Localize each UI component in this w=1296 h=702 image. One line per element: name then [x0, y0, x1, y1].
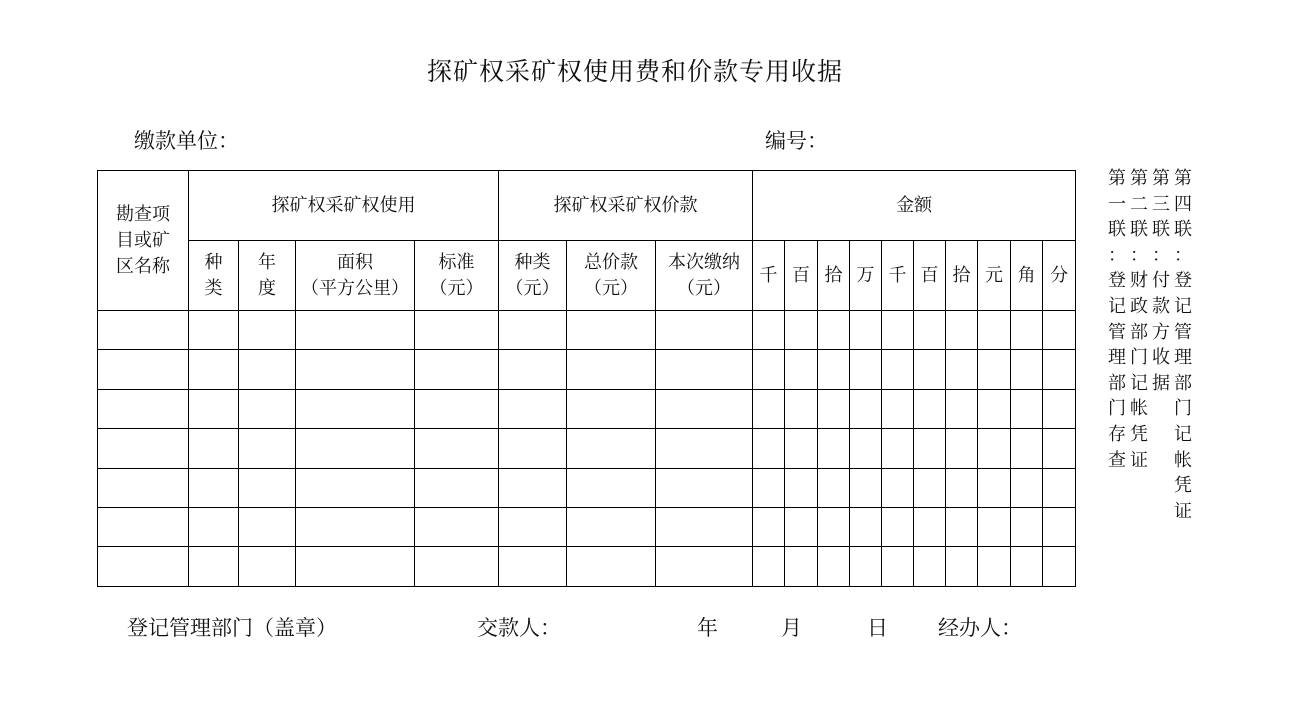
- digit-header: 千: [753, 241, 785, 311]
- empty-cell[interactable]: [296, 311, 415, 350]
- usage-area-header: 面积 （平方公里）: [296, 241, 415, 311]
- empty-cell[interactable]: [1011, 507, 1043, 546]
- empty-cell[interactable]: [818, 507, 850, 546]
- payer-label: 交款人：: [477, 616, 561, 640]
- empty-cell[interactable]: [239, 311, 296, 350]
- copy-note-column: [1172, 166, 1194, 524]
- empty-cell[interactable]: [567, 468, 656, 507]
- copy-note-char: 记: [1174, 295, 1192, 317]
- empty-cell[interactable]: [785, 429, 818, 468]
- empty-cell[interactable]: [239, 429, 296, 468]
- empty-cell[interactable]: [946, 429, 978, 468]
- empty-cell[interactable]: [189, 429, 239, 468]
- empty-cell[interactable]: [296, 468, 415, 507]
- empty-cell[interactable]: [296, 547, 415, 586]
- copy-note-char: 记: [1130, 372, 1148, 394]
- empty-cell[interactable]: [785, 350, 818, 389]
- copy-note-char: 存: [1108, 423, 1126, 445]
- empty-cell[interactable]: [415, 547, 499, 586]
- empty-cell[interactable]: [499, 507, 567, 546]
- empty-cell[interactable]: [415, 507, 499, 546]
- empty-cell[interactable]: [978, 429, 1011, 468]
- copy-note-char: 联: [1152, 219, 1170, 241]
- empty-cell[interactable]: [850, 350, 882, 389]
- digit-header: 万: [850, 241, 882, 311]
- copy-note-char: 门: [1174, 398, 1192, 420]
- copy-note-char: 第: [1152, 168, 1170, 189]
- empty-cell[interactable]: [98, 468, 189, 507]
- empty-cell[interactable]: [239, 389, 296, 428]
- empty-cell[interactable]: [567, 311, 656, 350]
- copy-note-char: 管: [1108, 321, 1126, 343]
- copy-note-char: 凭: [1130, 423, 1148, 445]
- day-label: 日: [867, 616, 888, 640]
- empty-cell[interactable]: [499, 311, 567, 350]
- empty-cell[interactable]: [753, 468, 785, 507]
- receipt-title: 探矿权采矿权使用费和价款专用收据: [426, 57, 843, 86]
- empty-cell[interactable]: [1043, 547, 1076, 586]
- copy-note-char: 帐: [1174, 449, 1192, 471]
- empty-cell[interactable]: [98, 389, 189, 428]
- empty-cell[interactable]: [818, 429, 850, 468]
- empty-cell[interactable]: [189, 468, 239, 507]
- empty-cell[interactable]: [1043, 311, 1076, 350]
- empty-cell[interactable]: [1011, 468, 1043, 507]
- empty-cell[interactable]: [189, 350, 239, 389]
- digit-header: 角: [1011, 241, 1043, 311]
- empty-cell[interactable]: [567, 389, 656, 428]
- copy-note-char: 据: [1152, 372, 1170, 394]
- empty-cell[interactable]: [656, 468, 753, 507]
- table-row: [98, 429, 1076, 468]
- empty-cell[interactable]: [415, 311, 499, 350]
- empty-cell[interactable]: [296, 429, 415, 468]
- empty-cell[interactable]: [914, 468, 946, 507]
- empty-cell[interactable]: [656, 389, 753, 428]
- price-type-header: 种类 （元）: [499, 241, 567, 311]
- copy-note-char: 财: [1130, 270, 1148, 292]
- copy-note-char: 帐: [1130, 398, 1148, 420]
- empty-cell[interactable]: [785, 311, 818, 350]
- copy-note-char: 四: [1174, 193, 1192, 215]
- usage-fee-group-header: 探矿权采矿权使用: [189, 171, 499, 241]
- empty-cell[interactable]: [753, 507, 785, 546]
- empty-cell[interactable]: [978, 389, 1011, 428]
- copy-note-char: 第: [1174, 168, 1192, 189]
- copy-note-char: 记: [1108, 295, 1126, 317]
- digit-header: 拾: [818, 241, 850, 311]
- empty-cell[interactable]: [753, 429, 785, 468]
- copy-notes: [1106, 166, 1194, 524]
- empty-cell[interactable]: [946, 389, 978, 428]
- copy-note-char: 政: [1130, 295, 1148, 317]
- copy-note-char: ：: [1108, 244, 1126, 266]
- amount-group-header: 金额: [753, 171, 1076, 241]
- empty-cell[interactable]: [1043, 507, 1076, 546]
- empty-cell[interactable]: [98, 311, 189, 350]
- empty-cell[interactable]: [946, 350, 978, 389]
- empty-cell[interactable]: [567, 350, 656, 389]
- copy-note-char: 联: [1108, 219, 1126, 241]
- copy-note-char: 三: [1152, 193, 1170, 215]
- empty-cell[interactable]: [239, 507, 296, 546]
- empty-cell[interactable]: [978, 311, 1011, 350]
- serial-number-label: 编号：: [765, 129, 828, 153]
- digit-header: 千: [882, 241, 914, 311]
- empty-cell[interactable]: [415, 468, 499, 507]
- empty-cell[interactable]: [415, 350, 499, 389]
- copy-note-column: [1150, 166, 1172, 524]
- empty-cell[interactable]: [1043, 389, 1076, 428]
- empty-cell[interactable]: [656, 311, 753, 350]
- empty-cell[interactable]: [978, 350, 1011, 389]
- copy-note-char: 二: [1130, 193, 1148, 215]
- empty-cell[interactable]: [1043, 350, 1076, 389]
- empty-cell[interactable]: [98, 429, 189, 468]
- empty-cell[interactable]: [189, 547, 239, 586]
- empty-cell[interactable]: [296, 507, 415, 546]
- empty-cell[interactable]: [785, 547, 818, 586]
- digit-header: 元: [978, 241, 1011, 311]
- empty-cell[interactable]: [818, 311, 850, 350]
- empty-cell[interactable]: [785, 389, 818, 428]
- empty-cell[interactable]: [189, 311, 239, 350]
- empty-cell[interactable]: [882, 311, 914, 350]
- copy-note-char: 登: [1174, 270, 1192, 292]
- empty-cell[interactable]: [882, 389, 914, 428]
- table-row: [98, 507, 1076, 546]
- empty-cell[interactable]: [1011, 350, 1043, 389]
- table-row: [98, 389, 1076, 428]
- empty-cell[interactable]: [499, 350, 567, 389]
- empty-cell[interactable]: [978, 468, 1011, 507]
- copy-note-char: 联: [1130, 219, 1148, 241]
- empty-cell[interactable]: [415, 389, 499, 428]
- empty-cell[interactable]: [978, 547, 1011, 586]
- empty-cell[interactable]: [567, 547, 656, 586]
- empty-cell[interactable]: [415, 429, 499, 468]
- copy-note-char: 付: [1152, 270, 1170, 292]
- empty-cell[interactable]: [656, 350, 753, 389]
- empty-cell[interactable]: [239, 547, 296, 586]
- price-total-header: 总价款 （元）: [567, 241, 656, 311]
- copy-note-char: 第: [1108, 168, 1126, 189]
- empty-cell[interactable]: [1043, 429, 1076, 468]
- empty-cell[interactable]: [1011, 429, 1043, 468]
- empty-cell[interactable]: [882, 429, 914, 468]
- table-row: [98, 547, 1076, 586]
- empty-cell[interactable]: [98, 350, 189, 389]
- registrar-seal-label: 登记管理部门（盖章）: [127, 616, 337, 640]
- empty-cell[interactable]: [1011, 389, 1043, 428]
- empty-cell[interactable]: [978, 507, 1011, 546]
- empty-cell[interactable]: [850, 547, 882, 586]
- project-name-header: 勘查项目或矿区名称: [98, 171, 189, 311]
- empty-cell[interactable]: [818, 547, 850, 586]
- empty-cell[interactable]: [499, 389, 567, 428]
- empty-cell[interactable]: [850, 429, 882, 468]
- price-current-header: 本次缴纳 （元）: [656, 241, 753, 311]
- month-label: 月: [781, 616, 802, 640]
- empty-cell[interactable]: [98, 507, 189, 546]
- copy-note-char: 联: [1174, 219, 1192, 241]
- empty-cell[interactable]: [656, 429, 753, 468]
- usage-type-header: 种 类: [189, 241, 239, 311]
- empty-cell[interactable]: [914, 429, 946, 468]
- empty-cell[interactable]: [785, 468, 818, 507]
- empty-cell[interactable]: [753, 350, 785, 389]
- empty-cell[interactable]: [98, 547, 189, 586]
- empty-cell[interactable]: [818, 468, 850, 507]
- empty-cell[interactable]: [656, 507, 753, 546]
- empty-cell[interactable]: [818, 350, 850, 389]
- copy-note-char: 管: [1174, 321, 1192, 343]
- digit-header: 百: [785, 241, 818, 311]
- copy-note-char: 收: [1152, 347, 1170, 369]
- empty-cell[interactable]: [914, 311, 946, 350]
- table-row: [98, 468, 1076, 507]
- empty-cell[interactable]: [882, 507, 914, 546]
- empty-cell[interactable]: [850, 468, 882, 507]
- empty-cell[interactable]: [946, 468, 978, 507]
- copy-note-column: [1106, 166, 1128, 524]
- copy-note-char: 部: [1108, 372, 1126, 394]
- empty-cell[interactable]: [882, 350, 914, 389]
- copy-note-char: 门: [1130, 347, 1148, 369]
- copy-note-char: 部: [1130, 321, 1148, 343]
- empty-cell[interactable]: [882, 468, 914, 507]
- empty-cell[interactable]: [753, 547, 785, 586]
- copy-note-char: 第: [1130, 168, 1148, 189]
- empty-cell[interactable]: [753, 311, 785, 350]
- copy-note-char: 部: [1174, 372, 1192, 394]
- copy-note-char: 理: [1108, 347, 1126, 369]
- empty-cell[interactable]: [1043, 468, 1076, 507]
- copy-note-char: 理: [1174, 347, 1192, 369]
- empty-cell[interactable]: [656, 547, 753, 586]
- empty-cell[interactable]: [946, 547, 978, 586]
- copy-note-char: ：: [1152, 244, 1170, 266]
- digit-header: 拾: [946, 241, 978, 311]
- copy-note-column: [1128, 166, 1150, 524]
- copy-note-char: 门: [1108, 398, 1126, 420]
- copy-note-char: 款: [1152, 295, 1170, 317]
- empty-cell[interactable]: [1011, 311, 1043, 350]
- table-row: [98, 311, 1076, 350]
- year-label: 年: [697, 616, 718, 640]
- empty-cell[interactable]: [946, 507, 978, 546]
- empty-cell[interactable]: [1011, 547, 1043, 586]
- copy-note-char: 登: [1108, 270, 1126, 292]
- copy-note-char: 凭: [1174, 475, 1192, 497]
- empty-cell[interactable]: [567, 507, 656, 546]
- empty-cell[interactable]: [850, 507, 882, 546]
- empty-cell[interactable]: [296, 389, 415, 428]
- empty-cell[interactable]: [239, 468, 296, 507]
- empty-cell[interactable]: [239, 350, 296, 389]
- empty-cell[interactable]: [850, 311, 882, 350]
- empty-cell[interactable]: [850, 389, 882, 428]
- empty-cell[interactable]: [914, 547, 946, 586]
- usage-year-header: 年 度: [239, 241, 296, 311]
- empty-cell[interactable]: [499, 547, 567, 586]
- payer-unit-label: 缴款单位：: [134, 129, 239, 153]
- usage-standard-header: 标准 （元）: [415, 241, 499, 311]
- copy-note-char: 证: [1130, 449, 1148, 471]
- empty-cell[interactable]: [882, 547, 914, 586]
- price-group-header: 探矿权采矿权价款: [499, 171, 753, 241]
- empty-cell[interactable]: [499, 468, 567, 507]
- empty-cell[interactable]: [914, 350, 946, 389]
- empty-cell[interactable]: [189, 507, 239, 546]
- empty-cell[interactable]: [914, 389, 946, 428]
- empty-cell[interactable]: [914, 507, 946, 546]
- empty-cell[interactable]: [189, 389, 239, 428]
- empty-cell[interactable]: [499, 429, 567, 468]
- copy-note-char: ：: [1130, 244, 1148, 266]
- copy-note-char: ：: [1174, 244, 1192, 266]
- receipt-table: [97, 170, 1076, 587]
- copy-note-char: 一: [1108, 193, 1126, 215]
- digit-header: 分: [1043, 241, 1076, 311]
- digit-header: 百: [914, 241, 946, 311]
- table-row: [98, 350, 1076, 389]
- copy-note-char: 记: [1174, 423, 1192, 445]
- empty-cell[interactable]: [567, 429, 656, 468]
- copy-note-char: 方: [1152, 321, 1170, 343]
- handler-label: 经办人：: [938, 616, 1022, 640]
- empty-cell[interactable]: [785, 507, 818, 546]
- copy-note-char: 证: [1174, 500, 1192, 522]
- empty-cell[interactable]: [946, 311, 978, 350]
- empty-cell[interactable]: [818, 389, 850, 428]
- copy-note-char: 查: [1108, 449, 1126, 471]
- empty-cell[interactable]: [296, 350, 415, 389]
- empty-cell[interactable]: [753, 389, 785, 428]
